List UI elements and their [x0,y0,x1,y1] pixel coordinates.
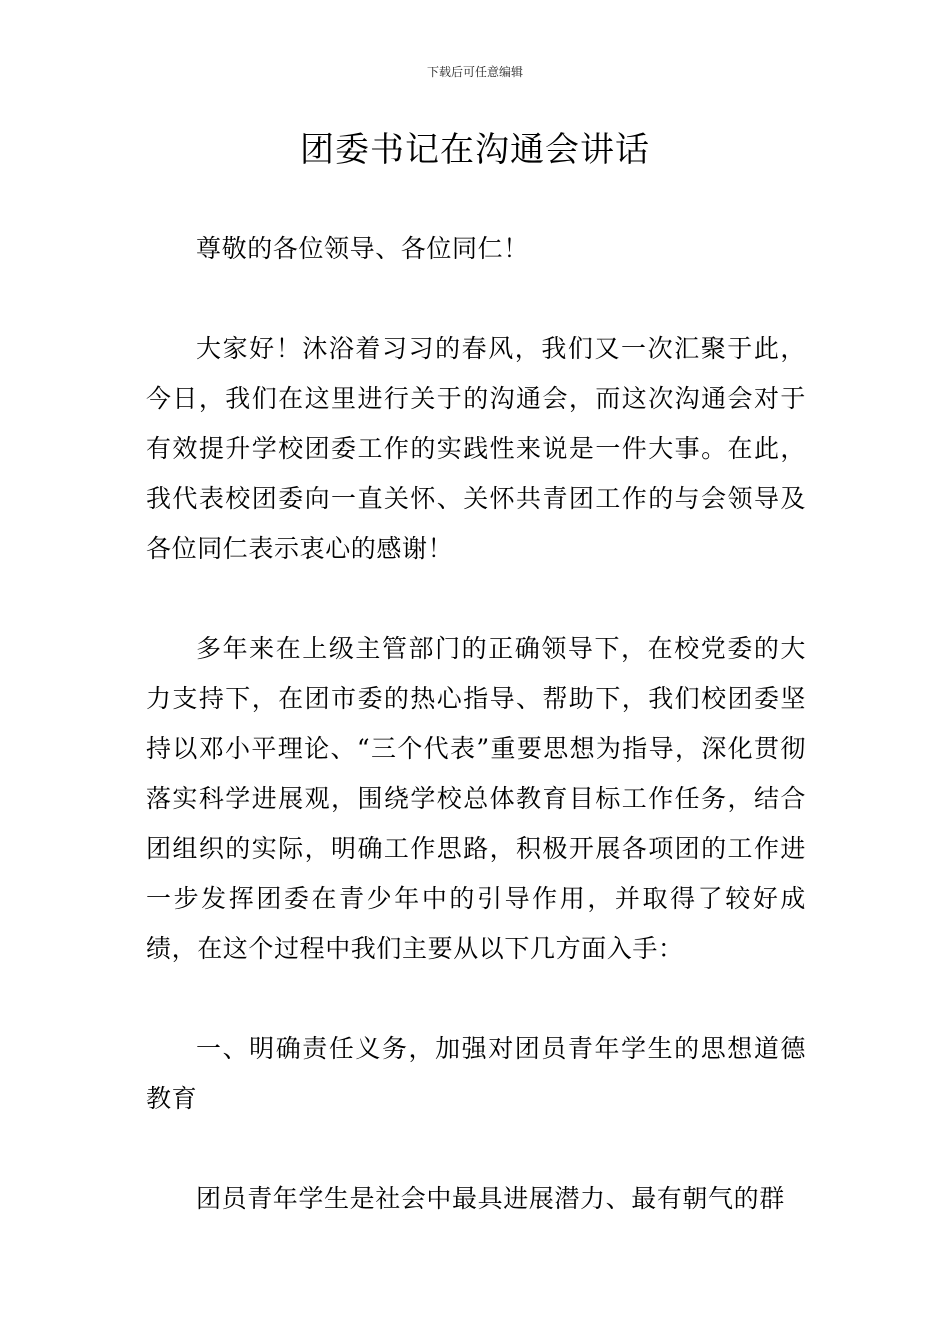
header-note: 下载后可任意编辑 [426,65,523,79]
document-title: 团委书记在沟通会讲话 [300,130,650,170]
section-one-paragraph: 团员青年学生是社会中最具进展潜力、最有朝气的群 [196,1184,785,1213]
salutation-paragraph: 尊敬的各位领导、各位同仁！ [196,234,529,263]
overview-paragraph: 多年来在上级主管部门的正确领导下，在校党委的大力支持下，在团市委的热心指导、帮助下，我们校团委坚持以邓小平理论、“三个代表”重要思想为指导，深化贯彻落实科学进展观，围绕学校总体教育目标工作任务，结合团组织的实际，明确工作思路，积极开展各项团的工作进一步发挥团委在青少年中的引导作用，并取得了较好成绩，在这个过程中我们主要从以下几方面入手： [146,634,806,963]
greeting-paragraph: 大家好！沐浴着习习的春风，我们又一次汇聚于此，今日，我们在这里进行关于的沟通会，而这次沟通会对于有效提升学校团委工作的实践性来说是一件大事。在此，我代表校团委向一直关怀、关怀共青团工作的与会领导及各位同仁表示衷心的感谢！ [146,334,806,563]
document-body [146,224,806,1274]
section-heading-one: 一、明确责任义务，加强对团员青年学生的思想道德教育 [146,1034,806,1113]
